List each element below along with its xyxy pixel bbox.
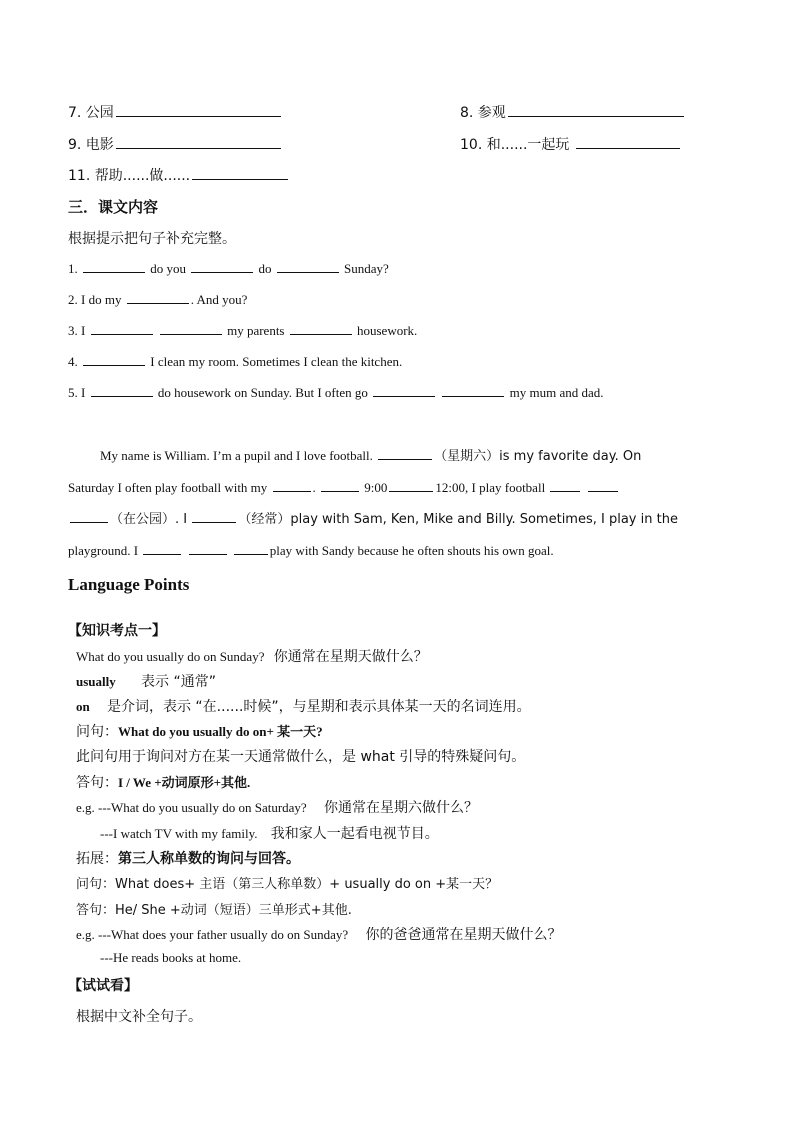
answer-blank[interactable]: [192, 167, 288, 180]
answer-blank[interactable]: [116, 104, 281, 117]
vocab-item-7: 7. 公园: [68, 102, 283, 122]
answer-pattern: 答句：I / We +动词原形+其他.: [76, 775, 251, 791]
answer-blank[interactable]: [83, 353, 145, 366]
on-note: on 是介词，表示 “在......时候”，与星期和表示具体某一天的名词连用。: [76, 699, 531, 715]
answer-blank[interactable]: [290, 322, 352, 335]
try-it-instruction: 根据中文补全句子。: [76, 1009, 202, 1025]
answer-blank[interactable]: [91, 322, 153, 335]
answer-blank[interactable]: [378, 447, 432, 460]
answer-blank[interactable]: [127, 291, 189, 304]
answer-blank[interactable]: [189, 542, 227, 555]
answer-blank[interactable]: [143, 542, 181, 555]
usually-note: usually 表示 “通常”: [76, 674, 216, 690]
sentence-5: 5. I do housework on Sunday. But I often go my mum and dad.: [68, 385, 604, 400]
answer-blank[interactable]: [83, 260, 145, 273]
vocab-item-9: 9. 电影: [68, 134, 283, 154]
answer-blank[interactable]: [91, 384, 153, 397]
vocab-item-8: 8. 参观: [460, 102, 686, 122]
answer-blank[interactable]: [373, 384, 435, 397]
third-person-answer: 答句：He/ She +动词（短语）三单形式+其他.: [76, 903, 352, 918]
answer-blank[interactable]: [588, 479, 618, 492]
passage-line: playground. I play with Sandy because he often shouts his own goal.: [68, 543, 554, 558]
answer-blank[interactable]: [321, 479, 359, 492]
answer-blank[interactable]: [116, 136, 281, 149]
knowledge-point-label: 【知识考点一】: [68, 623, 166, 639]
answer-blank[interactable]: [273, 479, 311, 492]
language-points-title: Language Points: [68, 575, 190, 594]
answer-blank[interactable]: [576, 136, 680, 149]
try-it-label: 【试试看】: [68, 978, 138, 994]
sentence-2: 2. I do my . And you?: [68, 292, 248, 307]
passage-line: My name is William. I’m a pupil and I love football. （星期六）is my favorite day. On: [100, 448, 642, 464]
question-description: 此问句用于询问对方在某一天通常做什么，是 what 引导的特殊疑问句。: [76, 749, 526, 765]
question-pattern: 问句：What do you usually do on+ 某一天?: [76, 724, 323, 740]
vocab-item-10: 10. 和......一起玩: [460, 134, 682, 154]
example-question: What do you usually do on Sunday? 你通常在星期天做什么？: [76, 649, 428, 665]
sentence-3: 3. I my parents housework.: [68, 323, 418, 338]
passage-line: （在公园）. I （经常）play with Sam, Ken, Mike and Billy. Sometimes, I play in the: [68, 503, 728, 535]
passage: [68, 440, 728, 566]
answer-blank[interactable]: [442, 384, 504, 397]
extension: 拓展：第三人称单数的询问与回答。: [76, 851, 300, 867]
example-2-answer: ---He reads books at home.: [100, 950, 242, 965]
answer-blank[interactable]: [508, 104, 684, 117]
answer-blank[interactable]: [191, 260, 253, 273]
sentence-4: 4. I clean my room. Sometimes I clean the kitchen.: [68, 354, 403, 369]
answer-blank[interactable]: [234, 542, 268, 555]
third-person-question: 问句：What does+ 主语（第三人称单数）+ usually do on +某一天？: [76, 877, 499, 892]
sentence-1: 1. do you do Sunday?: [68, 261, 389, 276]
answer-blank[interactable]: [192, 510, 236, 523]
answer-blank[interactable]: [550, 479, 580, 492]
example-1-question: e.g. ---What do you usually do on Saturday? 你通常在星期六做什么？: [76, 800, 478, 816]
answer-blank[interactable]: [389, 479, 433, 492]
section-instruction: 根据提示把句子补充完整。: [68, 231, 236, 247]
answer-blank[interactable]: [70, 510, 108, 523]
example-1-answer: ---I watch TV with my family. 我和家人一起看电视节目。: [100, 826, 439, 842]
vocab-item-11: 11. 帮助......做......: [68, 165, 290, 185]
section-heading: 三．课文内容: [68, 198, 159, 216]
example-2-question: e.g. ---What does your father usually do on Sunday? 你的爸爸通常在星期天做什么？: [76, 927, 562, 943]
answer-blank[interactable]: [277, 260, 339, 273]
passage-line: Saturday I often play football with my . 9:00 12:00, I play football: [68, 472, 728, 503]
answer-blank[interactable]: [160, 322, 222, 335]
